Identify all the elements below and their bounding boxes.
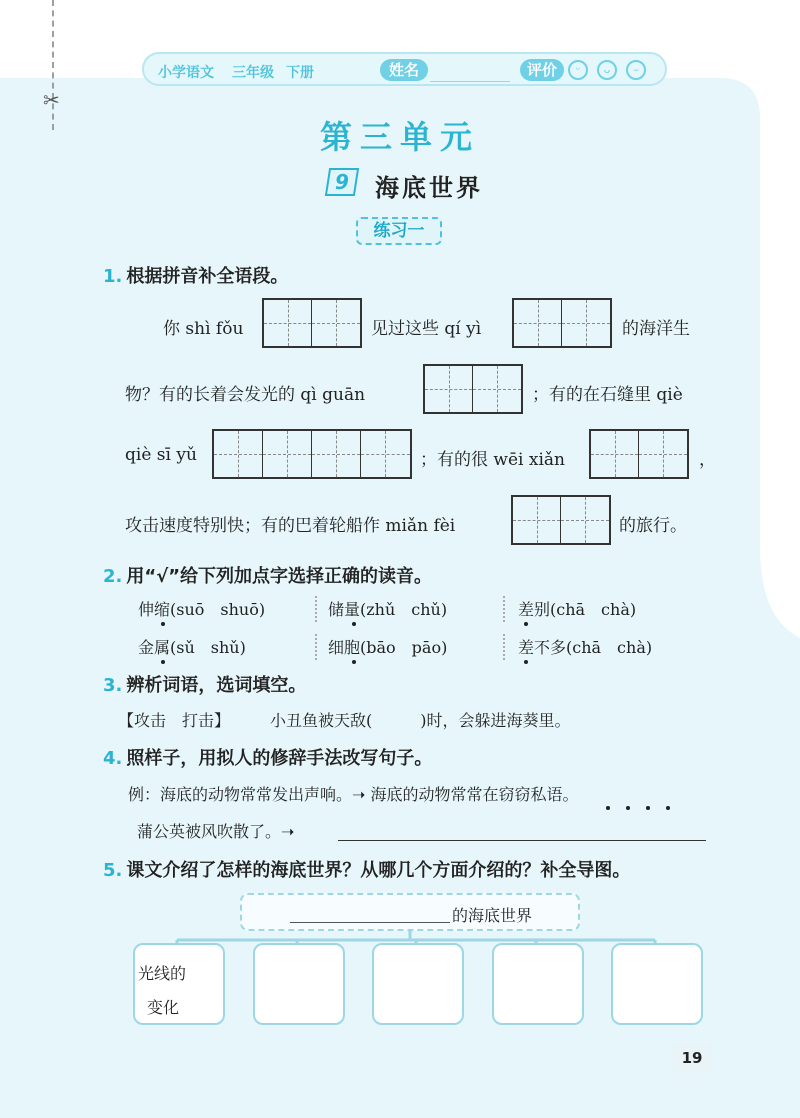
q1-title: 根据拼音补全语段。: [126, 266, 289, 287]
q5-title: 课文介绍了怎样的海底世界？从哪几个方面介绍的？补全导图。: [126, 860, 631, 881]
q2-number: 2.: [103, 566, 123, 587]
mindmap-branch-5[interactable]: [611, 943, 703, 1025]
name-label: 姓名: [380, 59, 428, 81]
mindmap-branch-4[interactable]: [492, 943, 584, 1025]
q2-title: 用“√”给下列加点字选择正确的读音。: [126, 566, 433, 587]
neutral-face-icon[interactable]: –: [626, 60, 646, 80]
lesson-number: 9: [335, 170, 349, 194]
q3-options: 【攻击 打击】: [118, 711, 231, 730]
q1-line1-b: 见过这些 qí yì: [371, 319, 482, 339]
q2-item[interactable]: 差不多(chā chà): [518, 638, 653, 657]
q3-number: 3.: [103, 675, 123, 696]
q1-line3-c: ，: [699, 450, 716, 470]
q1-line2-b: ；有的在石缝里 qiè: [532, 385, 683, 405]
scissors-icon: ✂: [43, 88, 60, 112]
q1-line2-a: 物？有的长着会发光的 qì guān: [125, 385, 366, 405]
q4-number: 4.: [103, 748, 123, 769]
lesson-title: 海底世界: [375, 174, 483, 202]
page-number: 19: [672, 1043, 712, 1073]
unit-title: 第三单元: [319, 118, 480, 156]
q4-task: 蒲公英被风吹散了。➝: [137, 822, 295, 841]
mindmap-branch-2[interactable]: [253, 943, 345, 1025]
practice-label: 练习一: [356, 217, 442, 245]
rating-label: 评价: [520, 59, 564, 81]
q4-title: 照样子，用拟人的修辞手法改写句子。: [126, 748, 433, 769]
mindmap-root-suffix: 的海底世界: [452, 906, 533, 925]
q1-line1-a: 你 shì fǒu: [163, 319, 244, 339]
q4-example: 例：海底的动物常常发出声响。➝ 海底的动物常常在窃窃私语。: [128, 785, 579, 804]
q1-line3-b: ；有的很 wēi xiǎn: [420, 450, 565, 470]
mindmap-branch-1-line2: 变化: [147, 998, 180, 1017]
q3-title: 辨析词语，选词填空。: [126, 675, 307, 696]
q1-line4-a: 攻击速度特别快；有的巴着轮船作 miǎn fèi: [125, 516, 456, 536]
q5-number: 5.: [103, 860, 123, 881]
laugh-face-icon[interactable]: ᵕ: [568, 60, 588, 80]
subject-label: 小学语文: [158, 65, 214, 81]
q2-item[interactable]: 伸缩(suō shuō): [138, 600, 266, 619]
mindmap-branch-1-line1: 光线的: [138, 964, 187, 983]
q2-item[interactable]: 差别(chā chà): [518, 600, 637, 619]
mindmap-branch-3[interactable]: [372, 943, 464, 1025]
smile-face-icon[interactable]: ᴗ: [597, 60, 617, 80]
q2-item[interactable]: 金属(sǔ shǔ): [138, 638, 246, 657]
q3-sentence[interactable]: 小丑鱼被天敌( )时，会躲进海葵里。: [270, 711, 571, 730]
q1-line3-a: qiè sī yǔ: [125, 445, 197, 465]
mindmap-root-blank[interactable]: [290, 922, 450, 923]
term-label: 下册: [286, 65, 314, 81]
q1-line4-b: 的旅行。: [619, 516, 687, 536]
grade-label: 三年级: [232, 65, 274, 81]
q1-line1-c: 的海洋生: [622, 319, 690, 339]
q1-number: 1.: [103, 266, 123, 287]
q2-item[interactable]: 储量(zhǔ chǔ): [328, 600, 448, 619]
q2-item[interactable]: 细胞(bāo pāo): [328, 638, 448, 657]
